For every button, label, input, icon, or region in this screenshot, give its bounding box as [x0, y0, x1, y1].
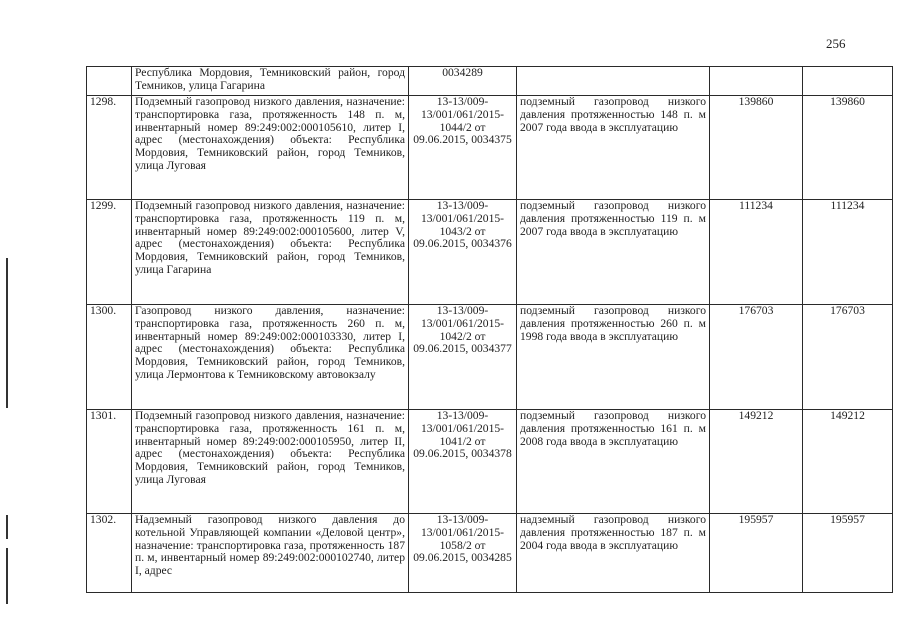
object-characteristics [517, 67, 710, 96]
scan-edge-mark [6, 548, 8, 604]
object-description: Газопровод низкого давления, назначение: транспортировка газа, протяженность 260 п. м, инвентарный номер 89:249:002:000103330, литер I, адрес (местонахождения) объекта: Республика Мордовия, Темниковский район, город Темников, улица Лермонтова к Темниковскому автовокзалу [132, 305, 409, 410]
object-description: Республика Мордовия, Темниковский район, город Темников, улица Гагарина [132, 67, 409, 96]
table-row [87, 410, 893, 514]
book-value: 139860 [710, 96, 803, 200]
row-number: 1298. [87, 96, 132, 200]
residual-value: 195957 [803, 514, 893, 593]
book-value [710, 67, 803, 96]
page-number: 256 [826, 36, 846, 51]
row-number: 1301. [87, 410, 132, 514]
table-row [87, 200, 893, 305]
registration-record: 0034289 [409, 67, 517, 96]
object-characteristics: подземный газопровод низкого давления протяженностью 148 п. м 2007 года ввода в эксплуатацию [517, 96, 710, 200]
table-row [87, 67, 893, 96]
row-number [87, 67, 132, 96]
registration-record: 13-13/009-13/001/061/2015-1041/2 от 09.06.2015, 0034378 [409, 410, 517, 514]
scan-edge-mark [6, 515, 8, 539]
residual-value [803, 67, 893, 96]
book-value: 149212 [710, 410, 803, 514]
object-characteristics: надземный газопровод низкого давления протяженностью 187 п. м 2004 года ввода в эксплуатацию [517, 514, 710, 593]
registration-record: 13-13/009-13/001/061/2015-1042/2 от 09.06.2015, 0034377 [409, 305, 517, 410]
object-description: Подземный газопровод низкого давления, назначение: транспортировка газа, протяженность 119 п. м, инвентарный номер 89:249:002:000105600, литер V, адрес (местонахождения) объекта: Республика Мордовия, Темниковский район, город Темников, улица Гагарина [132, 200, 409, 305]
residual-value: 149212 [803, 410, 893, 514]
row-number: 1299. [87, 200, 132, 305]
book-value: 111234 [710, 200, 803, 305]
table-row [87, 305, 893, 410]
registry-table [86, 66, 893, 593]
book-value: 195957 [710, 514, 803, 593]
book-value: 176703 [710, 305, 803, 410]
registration-record: 13-13/009-13/001/061/2015-1043/2 от 09.06.2015, 0034376 [409, 200, 517, 305]
registration-record: 13-13/009-13/001/061/2015-1058/2 от 09.06.2015, 0034285 [409, 514, 517, 593]
residual-value: 139860 [803, 96, 893, 200]
object-description: Подземный газопровод низкого давления, назначение: транспортировка газа, протяженность 148 п. м, инвентарный номер 89:249:002:000105610, литер I, адрес (местонахождения) объекта: Республика Мордовия, Темниковский район, город Темников, улица Луговая [132, 96, 409, 200]
row-number: 1300. [87, 305, 132, 410]
object-characteristics: подземный газопровод низкого давления протяженностью 161 п. м 2008 года ввода в эксплуатацию [517, 410, 710, 514]
object-description: Подземный газопровод низкого давления, назначение: транспортировка газа, протяженность 161 п. м, инвентарный номер 89:249:002:000105950, литер II, адрес (местонахождения) объекта: Республика Мордовия, Темниковский район, город Темников, улица Луговая [132, 410, 409, 514]
residual-value: 111234 [803, 200, 893, 305]
residual-value: 176703 [803, 305, 893, 410]
object-characteristics: подземный газопровод низкого давления протяженностью 260 п. м 1998 года ввода в эксплуатацию [517, 305, 710, 410]
object-description: Надземный газопровод низкого давления до котельной Управляющей компании «Деловой центр», назначение: транспортировка газа, протяженность 187 п. м, инвентарный номер 89:249:002:000102740, литер I, адрес [132, 514, 409, 593]
table-row [87, 514, 893, 593]
registration-record: 13-13/009-13/001/061/2015-1044/2 от 09.06.2015, 0034375 [409, 96, 517, 200]
table-row [87, 96, 893, 200]
row-number: 1302. [87, 514, 132, 593]
scan-edge-mark [6, 258, 8, 408]
object-characteristics: подземный газопровод низкого давления протяженностью 119 п. м 2007 года ввода в эксплуатацию [517, 200, 710, 305]
